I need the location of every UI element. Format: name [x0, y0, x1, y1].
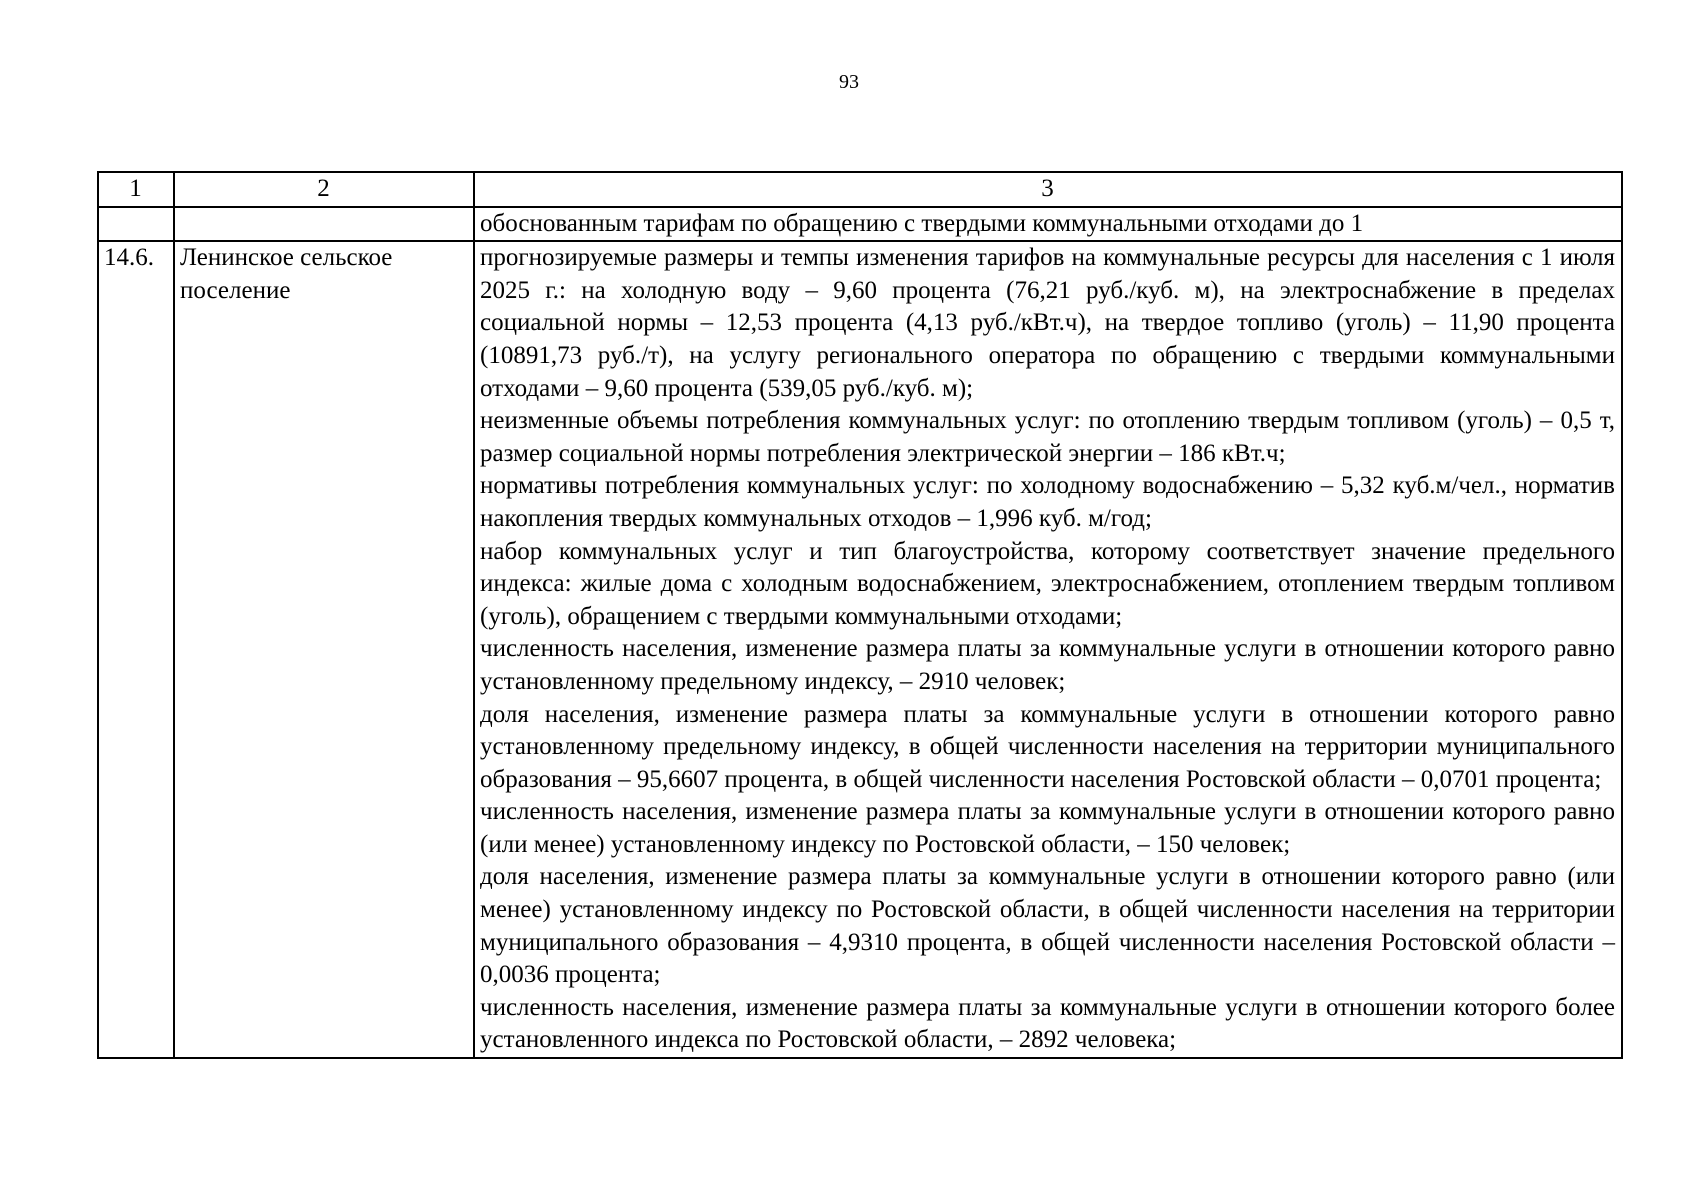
header-cell-1: 1	[98, 172, 174, 207]
settlement-name: Ленинское сельское поселение	[174, 241, 474, 1058]
paragraph-share-less: доля населения, изменение размера платы за коммунальные услуги в отношении которого равно (или менее) установленному индексу по Ростовской области, в общей численности населения на территории муниципального образования – 4,9310 процента, в общей численности населения Ростовской области – 0,0036 процента;	[480, 863, 1615, 989]
page-number: 93	[839, 71, 859, 93]
entry-number: 14.6.	[98, 241, 174, 1058]
paragraph-population-equal: численность населения, изменение размера платы за коммунальные услуги в отношении которого равно установленному предельному индексу, – 2910 человек;	[480, 635, 1615, 695]
paragraph-services-set: набор коммунальных услуг и тип благоустройства, которому соответствует значение предельного индекса: жилые дома с холодным водоснабжением, электроснабжением, отоплением твердым топливом (уголь), обращением с твердыми коммунальными отходами;	[480, 537, 1615, 630]
continuation-cell-2	[174, 207, 474, 242]
header-cell-3: 3	[474, 172, 1622, 207]
paragraph-population-less: численность населения, изменение размера платы за коммунальные услуги в отношении которого равно (или менее) установленному индексу по Ростовской области, – 150 человек;	[480, 798, 1615, 858]
paragraph-share-equal: доля населения, изменение размера платы за коммунальные услуги в отношении которого равно установленному предельному индексу, в общей численности населения на территории муниципального образования – 95,6607 процента, в общей численности населения Ростовской области – 0,0701 процента;	[480, 700, 1615, 793]
continuation-row	[98, 207, 1622, 242]
tariff-table	[97, 171, 1623, 1059]
entry-content	[474, 241, 1622, 1058]
table-row	[98, 241, 1622, 1058]
continuation-cell-3: обоснованным тарифам по обращению с твердыми коммунальными отходами до 1	[474, 207, 1622, 242]
paragraph-norms: нормативы потребления коммунальных услуг: по холодному водоснабжению – 5,32 куб.м/чел., норматив накопления твердых коммунальных отходов – 1,996 куб. м/год;	[480, 472, 1615, 532]
paragraph-consumption-volumes: неизменные объемы потребления коммунальных услуг: по отоплению твердым топливом (уголь) – 0,5 т, размер социальной нормы потребления электрической энергии – 186 кВт.ч;	[480, 407, 1615, 467]
table-header-row	[98, 172, 1622, 207]
continuation-cell-1	[98, 207, 174, 242]
header-cell-2: 2	[174, 172, 474, 207]
paragraph-population-more: численность населения, изменение размера платы за коммунальные услуги в отношении которого более установленного индекса по Ростовской области, – 2892 человека;	[480, 993, 1615, 1054]
paragraph-tariffs: прогнозируемые размеры и темпы изменения тарифов на коммунальные ресурсы для населения с 1 июля 2025 г.: на холодную воду – 9,60 процента (76,21 руб./куб. м), на электроснабжение в пределах социальной нормы – 12,53 процента (4,13 руб./кВт.ч), на твердое топливо (уголь) – 11,90 процента (10891,73 руб./т), на услугу регионального оператора по обращению с твердыми коммунальными отходами – 9,60 процента (539,05 руб./куб. м);	[480, 244, 1615, 402]
